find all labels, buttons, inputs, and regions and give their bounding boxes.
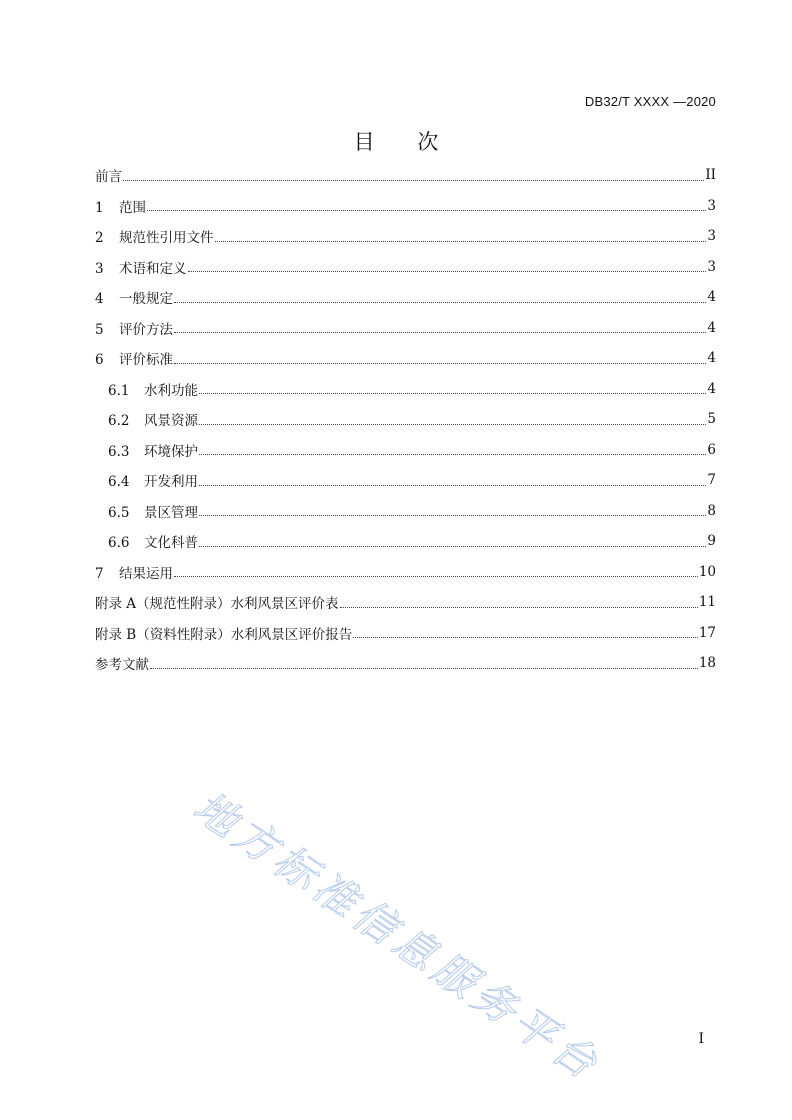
toc-entry-text: 环境保护 (144, 443, 198, 460)
toc-entry[interactable] (95, 343, 716, 374)
toc-entry[interactable] (95, 526, 716, 557)
toc-entry-number: 6.4 (108, 474, 130, 491)
toc-entry-number: 2 (95, 230, 104, 247)
dot-leader (199, 515, 706, 516)
toc-entry[interactable] (95, 160, 716, 191)
toc-entry-number: 6.6 (108, 535, 130, 552)
toc-entry[interactable] (95, 587, 716, 618)
toc-entry[interactable] (95, 404, 716, 435)
toc-entry-label (108, 379, 198, 399)
toc-entry[interactable] (95, 435, 716, 466)
dot-leader (215, 241, 707, 242)
toc-entry-page: 9 (707, 533, 716, 550)
toc-entry-text: 风景资源 (144, 413, 198, 430)
toc-entry-text: 结果运用 (119, 565, 173, 582)
dot-leader (199, 485, 706, 486)
toc-entry-page: 7 (707, 472, 716, 489)
toc-entry-label (95, 592, 339, 612)
toc-entry-page: 5 (707, 411, 716, 428)
toc-entry-label (95, 196, 146, 216)
dot-leader (199, 546, 706, 547)
toc-entry-label (108, 531, 198, 551)
toc-entry[interactable] (95, 374, 716, 405)
toc-entry-number: 6.2 (108, 413, 130, 430)
toc-entry-page: 3 (707, 197, 716, 214)
toc-entry-label (95, 348, 173, 368)
toc-entry[interactable] (95, 313, 716, 344)
table-of-contents (95, 160, 716, 679)
toc-entry-label (95, 257, 187, 277)
toc-entry-label (95, 623, 352, 643)
toc-entry-page: 4 (707, 380, 716, 397)
dot-leader (188, 271, 707, 272)
toc-entry-page: II (705, 167, 716, 184)
toc-entry-text: 一般规定 (119, 291, 173, 308)
toc-entry-text: 附录 B（资料性附录）水利风景区评价报告 (95, 626, 353, 643)
toc-entry-label (108, 501, 198, 521)
toc-entry[interactable] (95, 496, 716, 527)
toc-entry-label (95, 226, 214, 246)
dot-leader (199, 424, 706, 425)
dot-leader (199, 454, 706, 455)
toc-entry[interactable] (95, 221, 716, 252)
toc-entry[interactable] (95, 465, 716, 496)
toc-entry-label (108, 409, 198, 429)
dot-leader (174, 576, 698, 577)
toc-entry-text: 范围 (119, 199, 146, 216)
toc-entry-text: 前言 (95, 169, 122, 186)
toc-entry-text: 评价方法 (119, 321, 173, 338)
toc-entry-text: 文化科普 (144, 535, 198, 552)
toc-entry-number: 1 (95, 199, 104, 216)
toc-entry-page: 17 (698, 624, 716, 641)
toc-entry-number: 6.1 (108, 382, 130, 399)
toc-entry-page: 11 (698, 594, 716, 611)
toc-entry-text: 术语和定义 (119, 260, 187, 277)
toc-entry-page: 6 (707, 441, 716, 458)
page-number: I (698, 1031, 704, 1047)
toc-entry-page: 4 (707, 350, 716, 367)
dot-leader (147, 210, 706, 211)
toc-entry-number: 5 (95, 321, 104, 338)
watermark: 地方标准信息服务平台 (184, 781, 611, 1091)
toc-entry-text: 景区管理 (144, 504, 198, 521)
dot-leader (199, 393, 706, 394)
dot-leader (174, 302, 706, 303)
toc-entry-page: 8 (707, 502, 716, 519)
toc-entry-number: 3 (95, 260, 104, 277)
toc-entry-page: 4 (707, 319, 716, 336)
toc-entry-label (95, 653, 149, 673)
toc-entry-label (108, 470, 198, 490)
toc-entry-label (108, 440, 198, 460)
toc-title: 目 次 (353, 130, 457, 154)
toc-entry-label (95, 287, 173, 307)
dot-leader (340, 607, 698, 608)
toc-entry-number: 4 (95, 291, 104, 308)
toc-entry[interactable] (95, 282, 716, 313)
document-code: DB32/T XXXX —2020 (584, 94, 716, 109)
dot-leader (150, 668, 698, 669)
toc-entry-page: 10 (698, 563, 716, 580)
toc-entry-label (95, 165, 122, 185)
toc-entry[interactable] (95, 252, 716, 283)
toc-entry[interactable] (95, 618, 716, 649)
dot-leader (174, 363, 706, 364)
toc-entry-label (95, 318, 173, 338)
toc-entry[interactable] (95, 557, 716, 588)
toc-entry-text: 规范性引用文件 (119, 230, 214, 247)
toc-entry-page: 3 (707, 228, 716, 245)
toc-entry-text: 附录 A（规范性附录）水利风景区评价表 (95, 596, 339, 613)
dot-leader (123, 180, 704, 181)
toc-entry-text: 参考文献 (95, 657, 149, 674)
toc-entry-page: 3 (707, 258, 716, 275)
toc-entry[interactable] (95, 191, 716, 222)
toc-entry-number: 6 (95, 352, 104, 369)
toc-entry-number: 6.5 (108, 504, 130, 521)
toc-entry-number: 7 (95, 565, 104, 582)
toc-entry-text: 评价标准 (119, 352, 173, 369)
toc-entry-text: 开发利用 (144, 474, 198, 491)
toc-entry[interactable] (95, 648, 716, 679)
dot-leader (174, 332, 706, 333)
toc-entry-text: 水利功能 (144, 382, 198, 399)
toc-entry-page: 18 (698, 655, 716, 672)
toc-entry-number: 6.3 (108, 443, 130, 460)
dot-leader (353, 637, 698, 638)
toc-entry-label (95, 562, 173, 582)
toc-entry-page: 4 (707, 289, 716, 306)
